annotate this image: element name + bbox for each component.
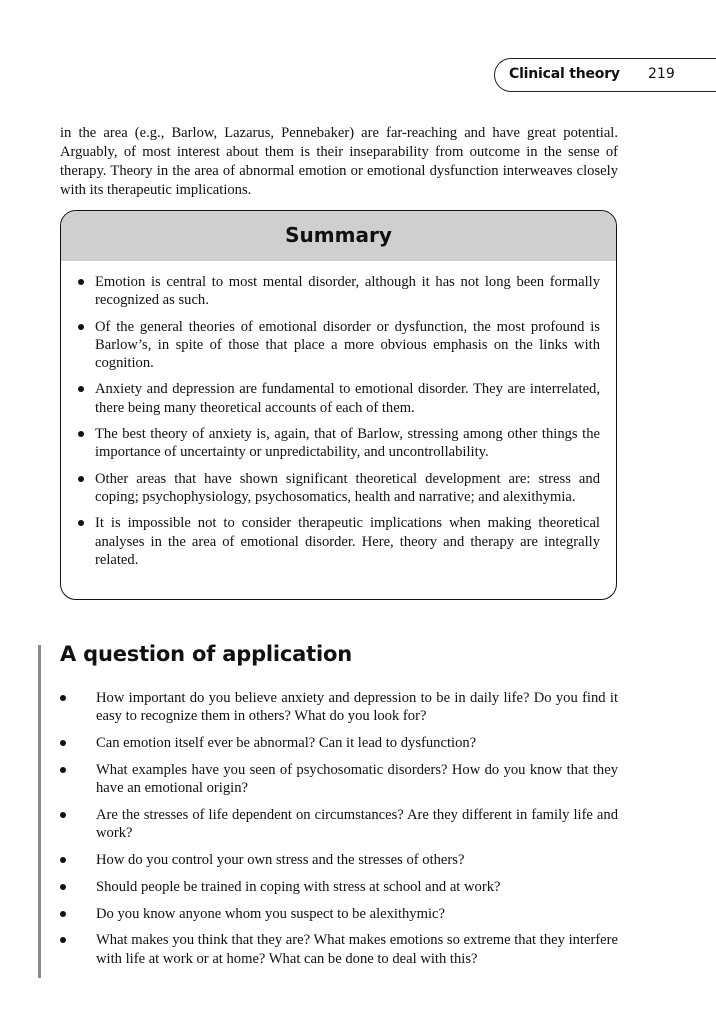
summary-item: Of the general theories of emotional disorder or dysfunction, the most profound is Barlow’s, in spite of those that place a more obvious emphasis on the links with cognition. (95, 318, 600, 372)
summary-item: It is impossible not to consider therapeutic implications when making theoretical analyses in the area of emotional disorder. Here, theory and therapy are integrally related. (95, 515, 600, 568)
section-side-bar (38, 645, 41, 978)
question-item (60, 878, 618, 896)
bullet-icon (60, 911, 66, 917)
question-item (60, 905, 618, 923)
question-text: How do you control your own stress and the stresses of others? (96, 852, 465, 869)
question-item (60, 761, 618, 798)
question-text: What makes you think that they are? What makes emotions so extreme that they interfere with life at work or at home? What can be done to deal with this? (96, 932, 618, 967)
intro-paragraph: in the area (e.g., Barlow, Lazarus, Pennebaker) are far-reaching and have great potential. Arguably, of most interest about them is their inseparability from outcome in the sense of therapy. Theory in the area of abnormal emotion or emotional dysfunction interweaves closely with its therapeutic implications. (60, 125, 618, 198)
question-item (60, 734, 618, 752)
running-head-title: Clinical theory (509, 66, 620, 82)
question-text: What examples have you seen of psychosomatic disorders? How do you know that they have an emotional origin? (96, 761, 618, 797)
summary-item: The best theory of anxiety is, again, that of Barlow, stressing among other things the importance of uncertainty or unpredictability, and uncontrollability. (95, 426, 600, 461)
question-text: How important do you believe anxiety and depression to be in daily life? Do you find it easy to recognize them in others? What do you look for? (96, 690, 618, 725)
bullet-icon (60, 767, 66, 773)
application-question-list (60, 689, 618, 977)
summary-item: Anxiety and depression are fundamental to emotional disorder. They are interrelated, there being many theoretical accounts of each of them. (95, 381, 600, 416)
summary-box (60, 210, 617, 600)
section-heading: A question of application (60, 642, 352, 666)
running-head (494, 58, 716, 92)
question-text: Can emotion itself ever be abnormal? Can it lead to dysfunction? (96, 735, 477, 752)
bullet-icon (60, 740, 66, 746)
question-text: Should people be trained in coping with stress at school and at work? (96, 878, 501, 895)
question-item (60, 806, 618, 843)
question-text: Are the stresses of life dependent on circumstances? Are they different in family life and work? (96, 806, 618, 842)
bullet-icon (60, 884, 66, 890)
question-text: Do you know anyone whom you suspect to be alexithymic? (96, 905, 445, 922)
summary-title: Summary (285, 223, 392, 247)
bullet-icon (60, 695, 66, 701)
bullet-icon (60, 937, 66, 943)
summary-list (61, 261, 616, 569)
summary-item: Emotion is central to most mental disorder, although it has not long been formally recognized as such. (95, 274, 600, 309)
summary-item: Other areas that have shown significant theoretical development are: stress and coping; psychophysiology, psychosomatics, health and narrative; and alexithymia. (95, 470, 600, 505)
bullet-icon (60, 857, 66, 863)
page-number: 219 (648, 66, 675, 82)
question-item (60, 931, 618, 968)
summary-header (61, 211, 616, 261)
question-item (60, 851, 618, 869)
question-item (60, 689, 618, 726)
bullet-icon (60, 812, 66, 818)
